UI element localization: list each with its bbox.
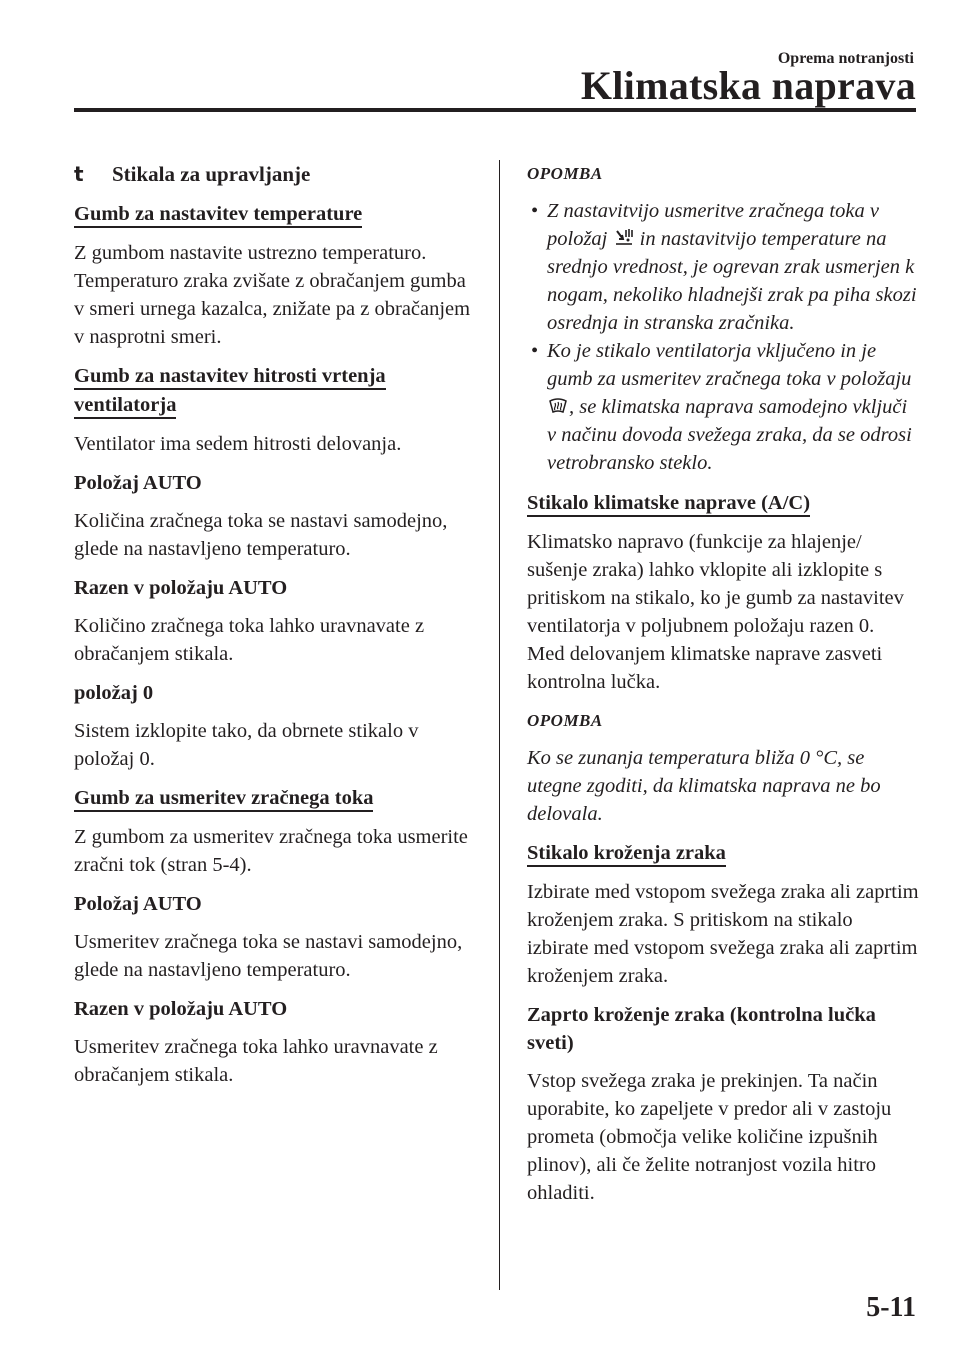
section-title-text: Stikala za upravljanje bbox=[112, 162, 311, 186]
note-label: OPOMBA bbox=[527, 164, 603, 183]
section-bullet-icon: t bbox=[74, 162, 84, 186]
note-item bbox=[527, 337, 919, 477]
fan-speed-heading: Gumb za nastavitev hitrosti vrtenja ventilatorja bbox=[74, 365, 386, 419]
bullet-dot: • bbox=[531, 200, 539, 222]
fan-manual-text: Količino zračnega toka lahko uravnavate z obračanjem stikala. bbox=[74, 615, 425, 665]
note-item-text-a: Ko je stikalo ventilatorja vključeno in je gumb za usmeritev zračnega toka v položaju bbox=[547, 340, 912, 390]
fan-zero-text: Sistem izklopite tako, da obrnete stikalo v položaj 0. bbox=[74, 720, 419, 770]
note-item-text-b: in nastavitvijo temperature na srednjo vrednost, je ogrevan zrak usmerjen k nogam, nekoliko hladnejši zrak pa piha skozi osrednja in stranska zračnika. bbox=[547, 228, 917, 334]
airflow-text: Z gumbom za usmeritev zračnega toka usmerite zračni tok (stran 5-4). bbox=[74, 826, 468, 876]
note-text: Ko se zunanja temperatura bliža 0 °C, se utegne zgoditi, da klimatska naprava ne bo delovala. bbox=[527, 747, 881, 825]
fan-manual-heading: Razen v položaju AUTO bbox=[74, 577, 288, 599]
temperature-heading: Gumb za nastavitev temperature bbox=[74, 203, 362, 228]
column-divider bbox=[499, 160, 500, 1290]
bullet-dot: • bbox=[531, 340, 539, 362]
note-item-text-a: Z nastavitvijo usmeritve zračnega toka v položaj bbox=[547, 200, 879, 250]
airflow-auto-heading: Položaj AUTO bbox=[74, 893, 202, 915]
fan-auto-heading: Položaj AUTO bbox=[74, 472, 202, 494]
airflow-manual-text: Usmeritev zračnega toka lahko uravnavate z obračanjem stikala. bbox=[74, 1036, 438, 1086]
ac-switch-heading: Stikalo klimatske naprave (A/C) bbox=[527, 492, 810, 517]
header-rule bbox=[74, 108, 916, 112]
closed-recirculation-heading: Zaprto kroženje zraka (kontrolna lučka sveti) bbox=[527, 1004, 876, 1054]
ac-switch-text: Klimatsko napravo (funkcije za hlajenje/ sušenje zraka) lahko vklopite ali izklopite s pritiskom na stikalo, ko je gumb za nastavitev ventilatorja v poljubnem položaju razen 0. bbox=[527, 531, 904, 637]
note-item bbox=[527, 197, 919, 337]
header-subtitle: Oprema notranjosti bbox=[777, 50, 914, 67]
recirculation-heading: Stikalo kroženja zraka bbox=[527, 842, 726, 867]
fan-zero-heading: položaj 0 bbox=[74, 682, 154, 704]
note-label: OPOMBA bbox=[527, 711, 603, 730]
airflow-heading: Gumb za usmeritev zračnega toka bbox=[74, 787, 373, 812]
section-title bbox=[74, 160, 474, 188]
note-list bbox=[527, 197, 919, 477]
left-column bbox=[74, 160, 474, 1100]
fan-auto-text: Količina zračnega toka se nastavi samodejno, glede na nastavljeno temperaturo. bbox=[74, 510, 448, 560]
airflow-auto-text: Usmeritev zračnega toka se nastavi samodejno, glede na nastavljeno temperaturo. bbox=[74, 931, 463, 981]
right-column bbox=[527, 160, 919, 1218]
closed-recirculation-text: Vstop svežega zraka je prekinjen. Ta način uporabite, ko zapeljete v predor ali v zastoju prometa (območja velike količine izpušnih plinov), ali če želite notranjost vozila hitro ohladiti. bbox=[527, 1070, 892, 1204]
fan-speed-text: Ventilator ima sedem hitrosti delovanja. bbox=[74, 433, 402, 455]
airflow-manual-heading: Razen v položaju AUTO bbox=[74, 998, 288, 1020]
defroster-icon bbox=[548, 397, 568, 415]
recirculation-text: Izbirate med vstopom svežega zraka ali zaprtim kroženjem zraka. S pritiskom na stikalo izbirate med vstopom svežega zraka ali zaprtim kroženjem zraka. bbox=[527, 881, 919, 987]
temperature-text: Z gumbom nastavite ustrezno temperaturo. Temperaturo zraka zvišate z obračanjem gumba v smeri urnega kazalca, znižate pa z obračanjem v nasprotni smeri. bbox=[74, 242, 471, 348]
page-title: Klimatska naprava bbox=[580, 63, 916, 108]
page-number: 5-11 bbox=[866, 1292, 916, 1323]
floor-defrost-icon bbox=[614, 227, 634, 247]
note-item-text-b: , se klimatska naprava samodejno vključi v načinu dovoda svežega zraka, da se odrosi vetrobransko steklo. bbox=[547, 396, 912, 474]
ac-switch-text-2: Med delovanjem klimatske naprave zasveti kontrolna lučka. bbox=[527, 643, 883, 693]
